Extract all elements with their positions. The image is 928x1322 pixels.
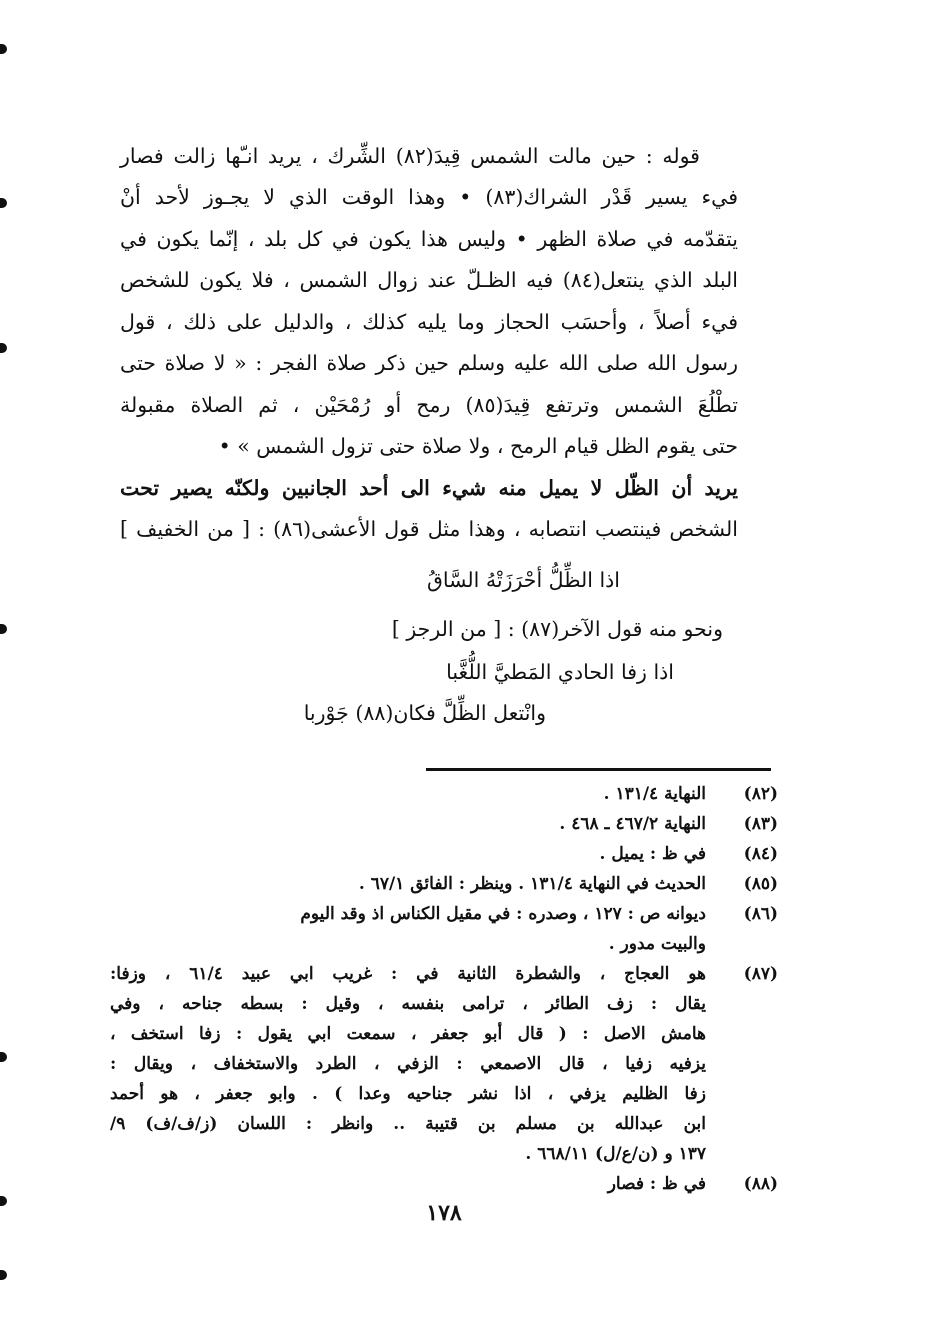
footnote xyxy=(110,810,778,838)
page-number: ١٧٨ xyxy=(426,1200,462,1226)
footnote-continuation xyxy=(110,1050,778,1078)
footnote-continuation xyxy=(110,1080,778,1108)
text-line: قوله : حين مالت الشمس قِيدَ(٨٢) الشِّرك ، يريد انـّها زالت فصار xyxy=(120,144,700,168)
verse-line: وانْتعل الظِّلَّ فكان(٨٨) جَوْربا xyxy=(303,701,546,725)
footnote-text: ١٣٧ و (ن/ع/ل) ٦٦٨/١١ . xyxy=(525,1144,706,1164)
quote-intro: ونحو منه قول الآخر(٨٧) : [ من الرجز ] xyxy=(391,617,723,641)
footnote-text: في ظ : يميل . xyxy=(599,844,706,864)
text-line: رسول الله صلى الله عليه وسلم حين ذكر صلاة الفجر : « لا صلاة حتى xyxy=(120,351,738,375)
footnote-number: (٨٧) xyxy=(743,964,778,984)
text-line: تطْلُعَ الشمس وترتفع قِيدَ(٨٥) رمح أو رُمْحَيْن ، ثم الصلاة مقبولة xyxy=(120,393,739,417)
margin-mark xyxy=(0,1270,7,1280)
margin-mark xyxy=(0,44,7,54)
footnote xyxy=(110,840,778,868)
footnote-text: ابن عبدالله بن مسلم بن قتيبة .. وانظر : اللسان (ز/ف/ف) ٩/ xyxy=(110,1114,706,1134)
footnote xyxy=(110,960,778,988)
footnote-number: (٨٦) xyxy=(743,904,778,924)
footnote-continuation xyxy=(110,1110,778,1138)
footnote-text: زفا الظليم يزفي ، اذا نشر جناحيه وعدا ) . وابو جعفر ، هو أحمد xyxy=(110,1084,706,1104)
margin-mark xyxy=(0,343,7,353)
footnote xyxy=(110,870,778,898)
text-line: فيء أصلاً ، وأحسَب الحجاز وما يليه كذلك ، والدليل على ذلك ، قول xyxy=(120,310,738,334)
margin-mark xyxy=(0,624,7,634)
margin-mark xyxy=(0,198,7,208)
footnote-text: النهاية ١٣١/٤ . xyxy=(603,784,706,804)
text-line: حتى يقوم الظل قيام الرمح ، ولا صلاة حتى تزول الشمس » • xyxy=(218,434,738,458)
footnote-text: يزفيه زفيا ، قال الاصمعي : الزفي ، الطرد والاستخفاف ، ويقال : xyxy=(110,1054,706,1074)
footnote-number: (٨٤) xyxy=(743,844,778,864)
footnote-continuation xyxy=(110,990,778,1018)
text-line: فيء يسير قَدْر الشراك(٨٣) • وهذا الوقت الذي لا يجـوز لأحد أنْ xyxy=(120,185,738,209)
footnote xyxy=(110,1170,778,1198)
footnote-text: في ظ : فصار xyxy=(607,1174,706,1194)
verse-line: اذا الظِّلُّ أحْرَزَتْهُ السَّاقُ xyxy=(426,568,620,592)
footnote-text: النهاية ٤٦٧/٢ ـ ٤٦٨ . xyxy=(559,814,706,834)
footnote-rule xyxy=(426,768,771,771)
footnote xyxy=(110,900,778,928)
text-line: يريد أن الظّل لا يميل منه شيء الى أحد الجانبين ولكنّه يصير تحت xyxy=(120,476,738,500)
footnote-text: ديوانه ص : ١٢٧ ، وصدره : في مقيل الكناس اذ وقد اليوم xyxy=(300,904,706,924)
footnote-continuation xyxy=(110,930,778,958)
text-line: الشخص فينتصب انتصابه ، وهذا مثل قول الأعشى(٨٦) : [ من الخفيف ] xyxy=(120,517,738,541)
footnote-continuation xyxy=(110,1020,778,1048)
footnote-number: (٨٢) xyxy=(743,784,778,804)
footnote-text: والبيت مدور . xyxy=(608,934,706,954)
verse-line: اذا زفا الحادي المَطيَّ اللُّغَّبا xyxy=(446,660,674,684)
footnote-continuation xyxy=(110,1140,778,1168)
footnote-text: هو العجاج ، والشطرة الثانية في : غريب ابي عبيد ٦١/٤ ، وزفا: xyxy=(110,964,706,984)
footnote-number: (٨٥) xyxy=(743,874,778,894)
footnote-text: هامش الاصل : ( قال أبو جعفر ، سمعت ابي يقول : زفا استخف ، xyxy=(110,1024,706,1044)
text-line: يتقدّمه في صلاة الظهر • وليس هذا يكون في كل بلد ، إنّما يكون في xyxy=(120,227,738,251)
text-line: البلد الذي ينتعل(٨٤) فيه الظـلّ عند زوال الشمس ، فلا يكون للشخص xyxy=(120,268,738,292)
footnote-text: الحديث في النهاية ١٣١/٤ . وينظر : الفائق ٦٧/١ . xyxy=(358,874,706,894)
footnote xyxy=(110,780,778,808)
margin-mark xyxy=(0,1052,7,1062)
margin-mark xyxy=(0,1196,7,1206)
footnote-number: (٨٨) xyxy=(743,1174,778,1194)
footnote-number: (٨٣) xyxy=(743,814,778,834)
footnote-text: يقال : زف الطائر ، ترامى بنفسه ، وقيل : بسطه جناحه ، وفي xyxy=(110,994,706,1014)
